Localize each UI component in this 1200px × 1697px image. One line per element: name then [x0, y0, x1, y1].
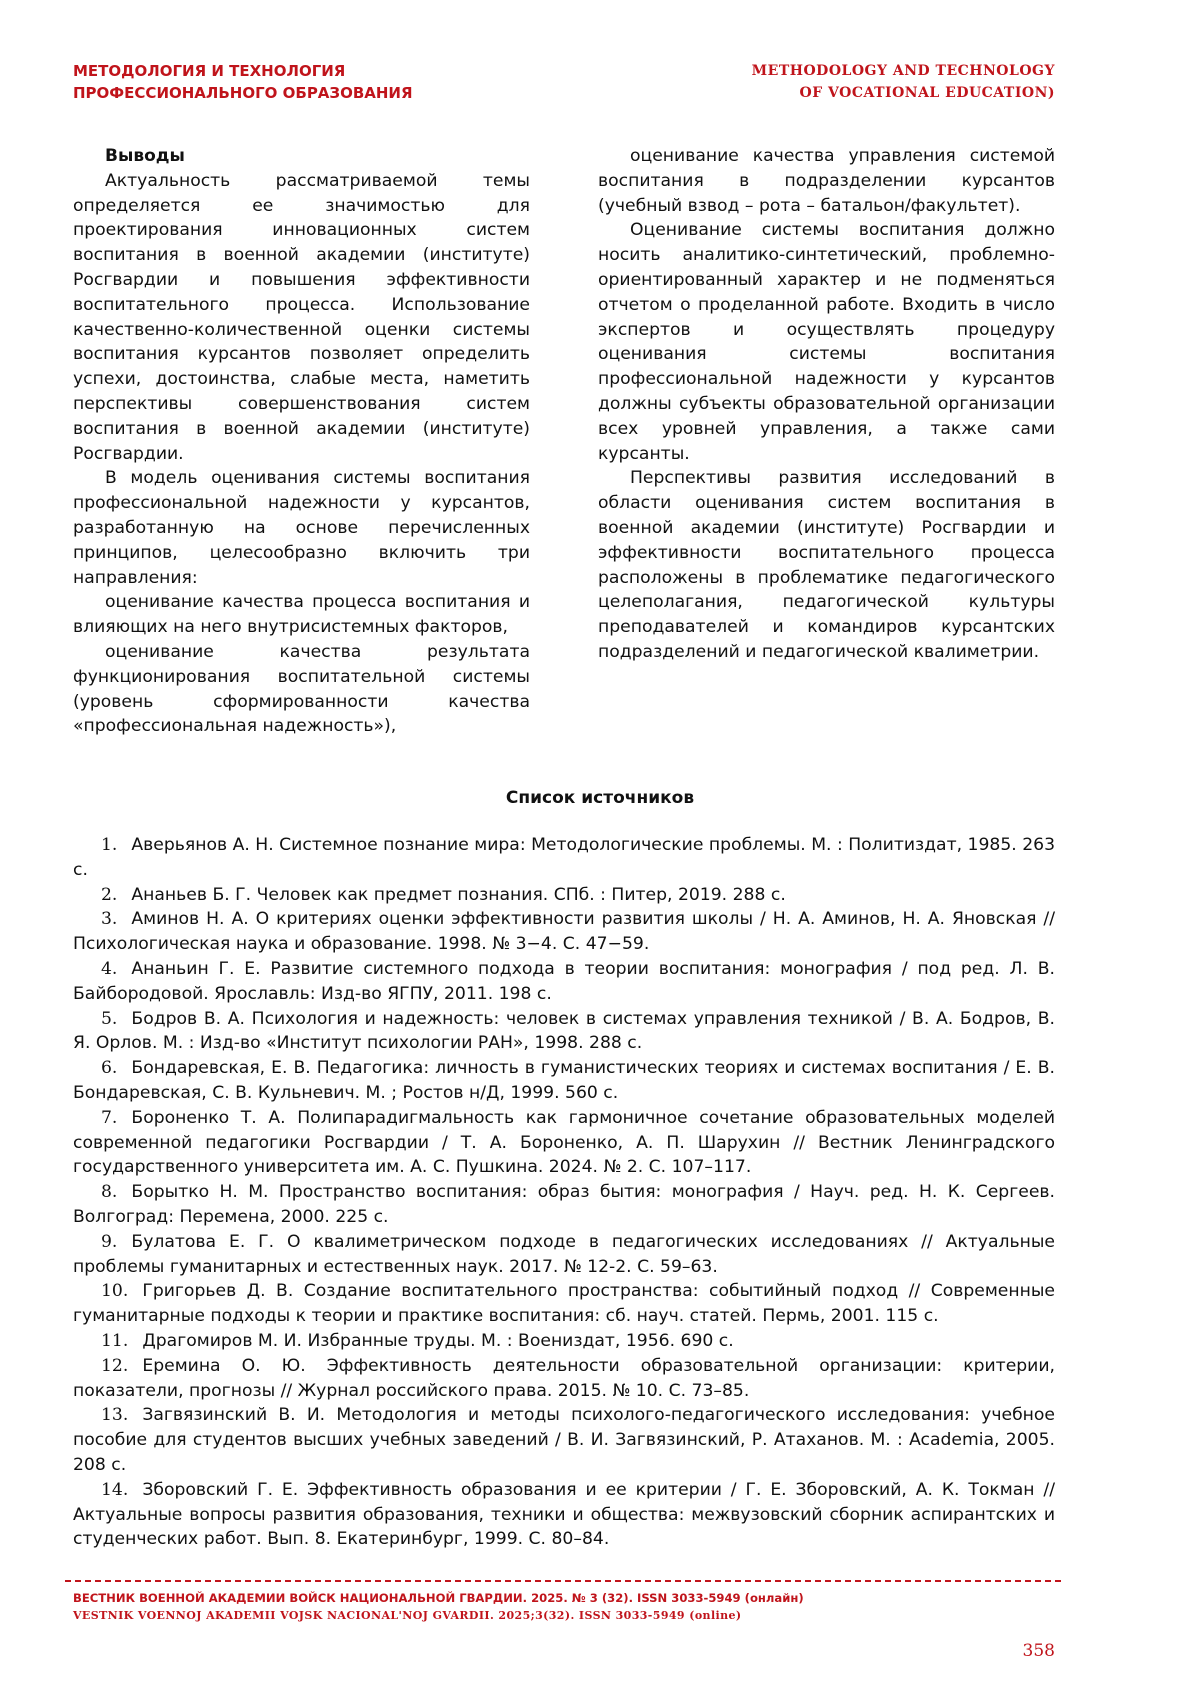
page-number: 358 [1022, 1641, 1055, 1661]
header-left-line1: МЕТОДОЛОГИЯ И ТЕХНОЛОГИЯ [73, 62, 346, 80]
journal-section-title-ru [73, 60, 413, 104]
reference-item [73, 1056, 1055, 1106]
reference-text: Зборовский Г. Е. Эффективность образования и ее критерии / Г. Е. Зборовский, А. К. Токман // Актуальные вопросы развития образования, техники и общества: межвузовский сборник аспирантских и студенческих работ. Вып. 8. Екатеринбург, 1999. С. 80–84. [73, 1479, 1055, 1550]
reference-number: 3. [101, 909, 118, 930]
reference-item [73, 1279, 1055, 1329]
reference-item [73, 1230, 1055, 1280]
reference-item [73, 1106, 1055, 1180]
paragraph: оценивание качества результата функционирования воспитательной системы (уровень сформированности качества «профессиональная надежность»), [73, 641, 530, 737]
left-column [73, 144, 530, 739]
reference-item [73, 1403, 1055, 1477]
paragraph: Актуальность рассматриваемой темы определяется ее значимостью для проектирования инновационных систем воспитания в военной академии (институте) Росгвардии и повышения эффективности воспитательного процесса. Использование качественно-количественной оценки системы воспитания курсантов позволяет определить успехи, достоинства, слабые места, наметить перспективы совершенствования систем воспитания в военной академии (институте) Росгвардии. [73, 170, 530, 464]
paragraph: В модель оценивания системы воспитания профессиональной надежности у курсантов, разработанную на основе перечисленных принципов, целесообразно включить три направления: [73, 468, 530, 588]
reference-text: Бодров В. А. Психология и надежность: человек в системах управления техникой / В. А. Бодров, В. Я. Орлов. М. : Изд-во «Институт психологии РАН», 1998. 288 с. [73, 1008, 1055, 1054]
reference-number: 10. [101, 1281, 129, 1302]
conclusions-heading: Выводы [105, 146, 185, 166]
reference-text: Ананьев Б. Г. Человек как предмет познания. СПб. : Питер, 2019. 288 с. [131, 884, 786, 905]
reference-item [73, 957, 1055, 1007]
reference-number: 8. [101, 1182, 118, 1203]
reference-number: 7. [101, 1107, 118, 1128]
paragraph: Оценивание системы воспитания должно носить аналитико-синтетический, проблемно-ориентированный характер и не подменяться отчетом о проделанной работе. Входить в число экспертов и осуществлять процедуру оценивания системы воспитания профессиональной надежности у курсантов должны субъекты образовательной организации всех уровней управления, а также сами курсанты. [598, 220, 1055, 464]
paragraph: Перспективы развития исследований в области оценивания систем воспитания в военной академии (институте) Росгвардии и эффективности воспитательного процесса расположены в проблематике педагогического целеполагания, педагогической культуры преподавателей и командиров курсантских подразделений и педагогической квалиметрии. [598, 468, 1055, 662]
reference-number: 6. [101, 1058, 118, 1079]
reference-number: 1. [101, 835, 118, 855]
footer-divider [65, 1580, 1061, 1582]
journal-section-title-en [752, 60, 1055, 104]
footer-journal-en: VESTNIK VOENNOJ AKADEMII VOJSK NACIONAL'NOJ GVARDII. 2025;3(32). ISSN 3033-5949 (online) [73, 1609, 742, 1622]
reference-text: Булатова Е. Г. О квалиметрическом подходе в педагогических исследованиях // Актуальные проблемы гуманитарных и естественных наук. 2017. № 12-2. С. 59–63. [73, 1231, 1055, 1277]
reference-text: Григорьев Д. В. Создание воспитательного пространства: событийный подход // Современные гуманитарные подходы к теории и практике воспитания: сб. науч. статей. Пермь, 2001. 115 с. [73, 1281, 1055, 1327]
reference-number: 4. [101, 958, 118, 979]
references-list [73, 833, 1055, 1552]
reference-number: 5. [101, 1008, 118, 1029]
reference-number: 14. [101, 1479, 129, 1500]
reference-number: 12. [101, 1355, 129, 1376]
reference-item [73, 907, 1055, 957]
reference-text: Бороненко Т. А. Полипарадигмальность как гармоничное сочетание образовательных моделей современной педагогики Росгвардии / Т. А. Бороненко, А. П. Шарухин // Вестник Ленинградского государственного университета им. А. С. Пушкина. 2024. № 2. С. 107–117. [73, 1107, 1055, 1178]
reference-item [73, 1329, 1055, 1354]
reference-number: 2. [101, 884, 118, 905]
header-right-line2: OF VOCATIONAL EDUCATION) [799, 85, 1055, 101]
reference-item [73, 883, 1055, 908]
reference-text: Бондаревская, Е. В. Педагогика: личность в гуманистических теориях и системах воспитания / Е. В. Бондаревская, С. В. Кульневич. М. ; Ростов н/Д, 1999. 560 с. [73, 1058, 1055, 1103]
reference-text: Ананьин Г. Е. Развитие системного подхода в теории воспитания: монография / под ред. Л. В. Байбородовой. Ярославль: Изд-во ЯГПУ, 2011. 198 с. [73, 958, 1055, 1004]
paragraph: оценивание качества управления системой воспитания в подразделении курсантов (учебный взвод – рота – батальон/факультет). [598, 146, 1055, 216]
reference-text: Еремина О. Ю. Эффективность деятельности образовательной организации: критерии, показатели, прогнозы // Журнал российского права. 2015. № 10. С. 73–85. [73, 1355, 1055, 1401]
reference-number: 11. [101, 1330, 129, 1351]
reference-item [73, 1478, 1055, 1552]
reference-item [73, 833, 1055, 883]
reference-item [73, 1180, 1055, 1230]
references-title: Список источников [505, 788, 695, 808]
reference-number: 13. [101, 1405, 129, 1426]
reference-number: 9. [101, 1231, 118, 1252]
header-right-line1: METHODOLOGY AND TECHNOLOGY [751, 63, 1055, 79]
reference-text: Борытко Н. М. Пространство воспитания: образ бытия: монография / Науч. ред. Н. К. Сергеев. Волгоград: Перемена, 2000. 225 с. [73, 1182, 1055, 1227]
right-column [598, 144, 1055, 665]
reference-text: Аверьянов А. Н. Системное познание мира: Методологические проблемы. М. : Политиздат, 1985. 263 с. [73, 835, 1055, 880]
reference-item [73, 1007, 1055, 1057]
reference-item [73, 1354, 1055, 1404]
reference-text: Загвязинский В. И. Методология и методы психолого-педагогического исследования: учебное пособие для студентов высших учебных заведений / В. И. Загвязинский, Р. Атаханов. М. : Academia, 2005. 208 с. [73, 1405, 1055, 1475]
reference-text: Драгомиров М. И. Избранные труды. М. : Воениздат, 1956. 690 с. [142, 1330, 734, 1351]
header-left-line2: ПРОФЕССИОНАЛЬНОГО ОБРАЗОВАНИЯ [73, 84, 413, 102]
footer-journal-ru: ВЕСТНИК ВОЕННОЙ АКАДЕМИИ ВОЙСК НАЦИОНАЛЬНОЙ ГВАРДИИ. 2025. № 3 (32). ISSN 3033-5949 (онлайн) [73, 1591, 804, 1605]
paragraph: оценивание качества процесса воспитания и влияющих на него внутрисистемных факторов, [73, 592, 530, 638]
reference-text: Аминов Н. А. О критериях оценки эффективности развития школы / Н. А. Аминов, Н. А. Яновская // Психологическая наука и образование. 1998. № 3−4. С. 47−59. [73, 909, 1055, 955]
